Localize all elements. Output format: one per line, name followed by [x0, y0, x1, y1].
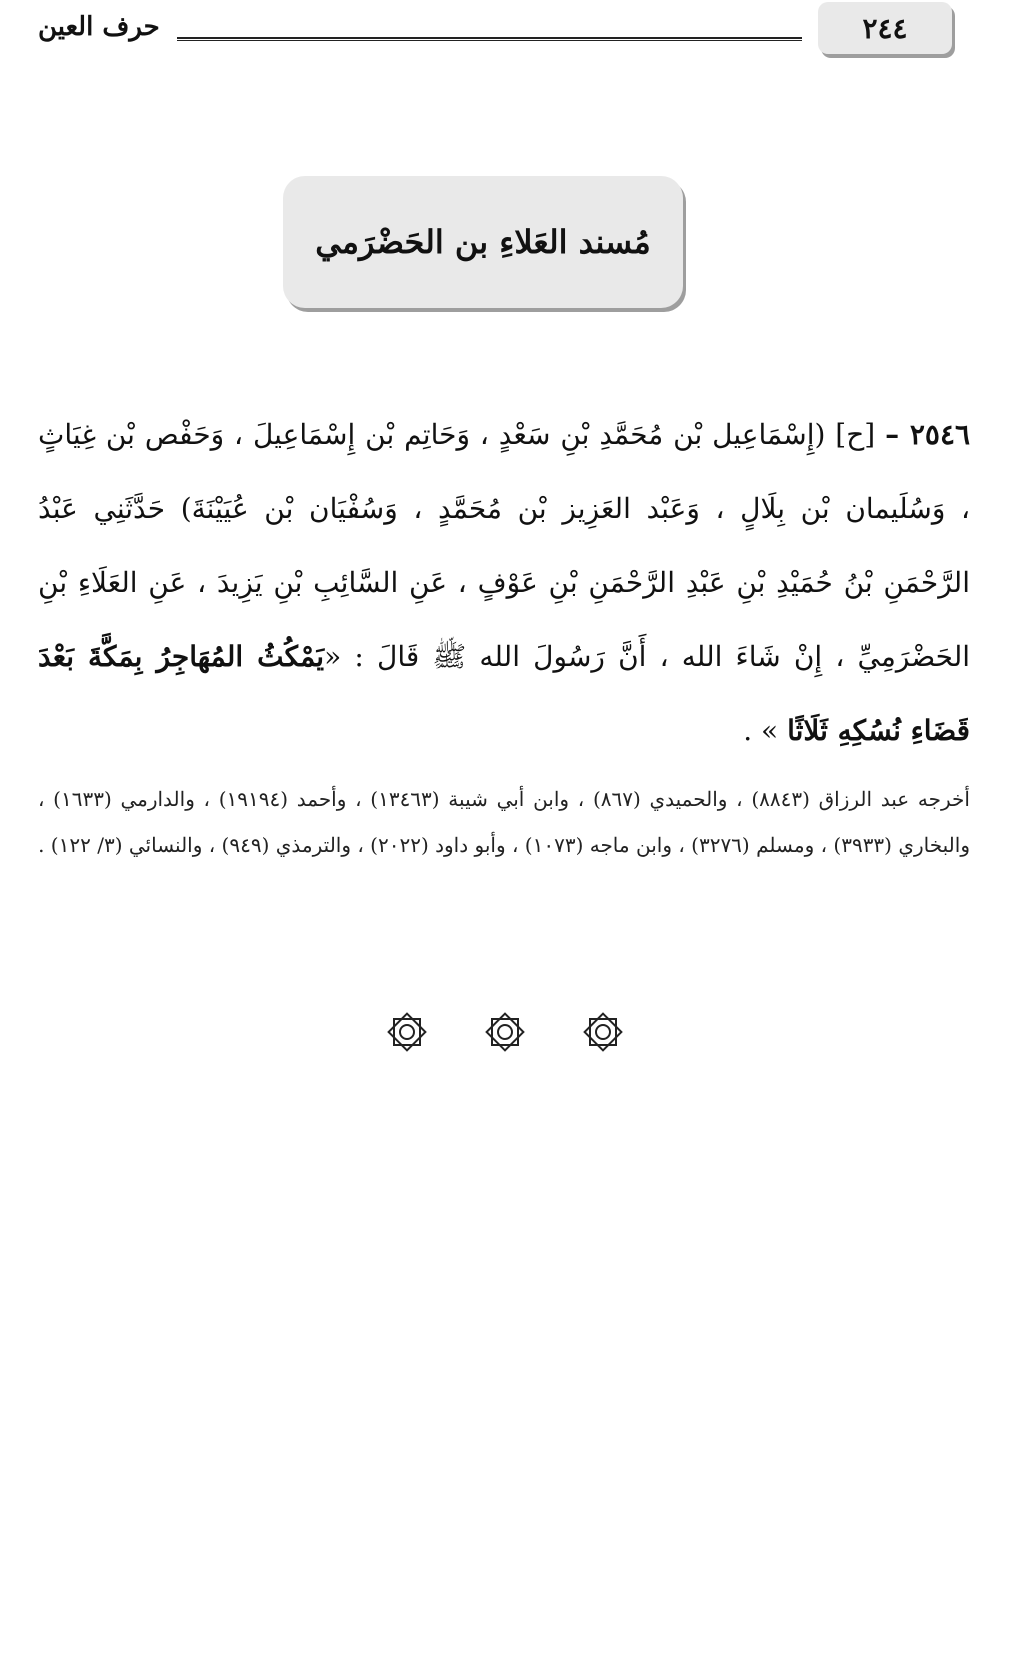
chapter-title: حرف العين [38, 12, 160, 42]
star-ornament-icon [385, 1010, 429, 1054]
page-number-text: ٢٤٤ [862, 11, 908, 45]
section-divider [385, 1008, 625, 1056]
hadith-number: ٢٥٤٦ – [885, 418, 971, 451]
section-title: مُسند العَلاءِ بن الحَضْرَمي [315, 223, 651, 261]
section-title-box [283, 176, 683, 308]
header-rule [177, 37, 802, 41]
hadith-text [38, 398, 970, 768]
hadith-isnad: [ح] (إِسْمَاعِيل بْن مُحَمَّدِ بْنِ سَعْدٍ ، وَحَاتِم بْن إِسْمَاعِيلَ ، وَحَفْص بْن غِيَاثٍ ، وَسُلَيمان بْن بِلَالٍ ، وَعَبْد العَزِيز بْن مُحَمَّدٍ ، وَسُفْيَان بْن عُيَيْنَةَ) حَدَّثَنِي عَبْدُ الرَّحْمَنِ بْنُ حُمَيْدِ بْنِ عَبْدِ الرَّحْمَنِ بْنِ عَوْفٍ ، عَنِ السَّائِبِ بْنِ يَزِيدَ ، عَنِ العَلَاءِ بْنِ الحَضْرَمِيِّ ، إِنْ شَاءَ الله ، أَنَّ رَسُولَ الله ﷺ قَالَ : « [38, 418, 971, 673]
star-ornament-icon [483, 1010, 527, 1054]
page-number [818, 2, 952, 54]
star-ornament-icon [581, 1010, 625, 1054]
footnote: أخرجه عبد الرزاق (٨٨٤٣) ، والحميدي (٨٦٧) ، وابن أبي شيبة (١٣٤٦٣) ، وأحمد (١٩١٩٤) ، والدارمي (١٦٣٣) ، والبخاري (٣٩٣٣) ، ومسلم (٣٢٧٦) ، وابن ماجه (١٠٧٣) ، وأبو داود (٢٠٢٢) ، والترمذي (٩٤٩) ، والنسائي (٣/ ١٢٢) . [38, 787, 970, 857]
hadith-matn: يَمْكُثُ المُهَاجِرُ بِمَكَّةَ بَعْدَ قَضَاءِ نُسُكِهِ ثَلَاثًا [38, 640, 970, 747]
hadith-closing: » . [743, 714, 779, 747]
